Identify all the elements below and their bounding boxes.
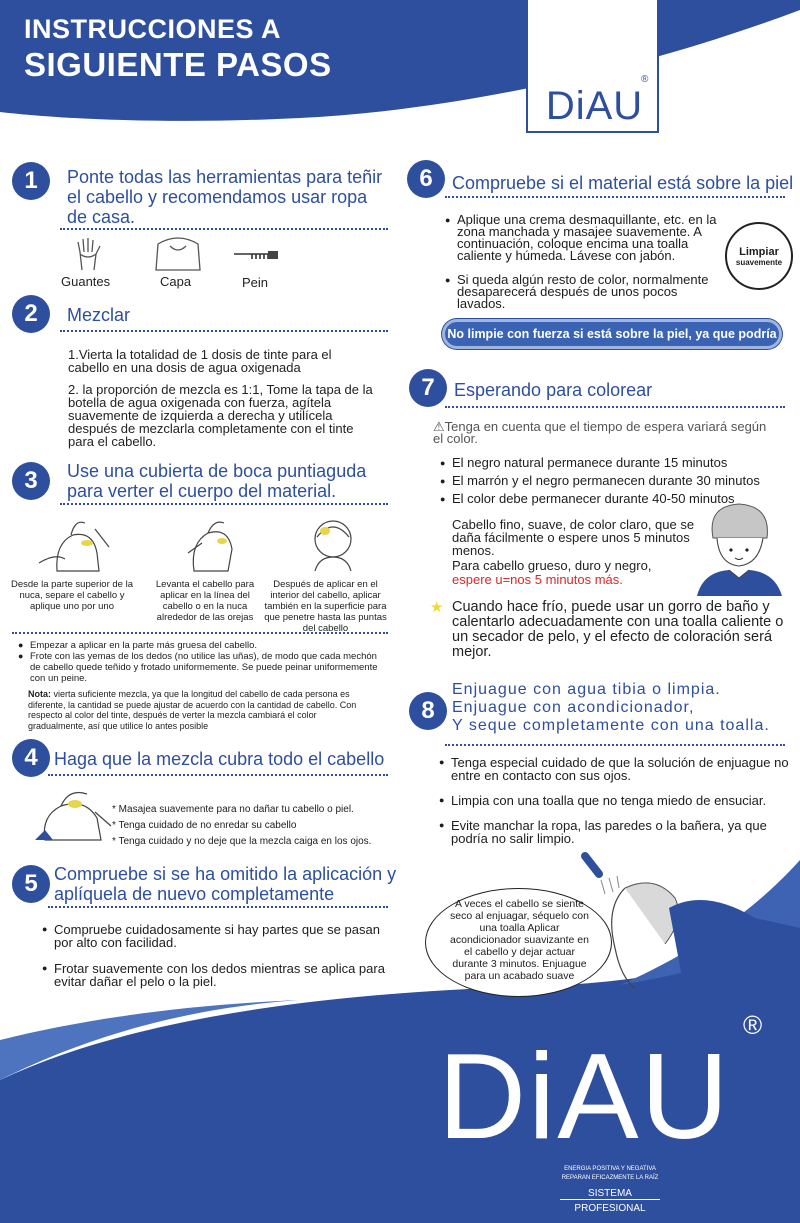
badge-sublabel: suavemente [735,258,783,267]
list-item: * Masajea suavemente para no dañar tu cabello o piel. [112,804,354,815]
step2-paragraph-1: 1.Vierta la totalidad de 1 dosis de tinte para el cabello en una dosis de agua oxigenada [68,347,332,375]
gloves-icon [70,234,110,274]
profesional-label: PROFESIONAL [574,1203,646,1214]
step2-paragraph-2: 2. la proporción de mezcla es 1:1, Tome la tapa de la botella de agua oxigenada con fuerza, agítela suavemente de izquierda a derecha y utilícela después de mezclarla completamente con el tinte para el cabello. [68,382,373,449]
divider [445,744,785,746]
divider [48,906,388,908]
list-item: ● Empezar a aplicar en la parte más gruesa del cabello. [18,640,388,651]
list-item: ● Si queda algún resto de color, normalmente desaparecerá después de unos pocos lavados. [445,274,720,310]
registered-mark: ® [743,1010,763,1040]
step-number-1: 1 [12,162,50,200]
step1-title: Ponte todas las herramientas para teñir el cabello y recomendamos usar ropa de casa. [67,167,383,227]
fine-hair-note: Cabello fino, suave, de color claro, que se daña fácilmente o espere unos 5 minutos menos. [452,517,695,558]
tool-label-gloves: Guantes [61,274,111,289]
thick-hair-note-red: espere u=nos 5 minutos más. [452,572,623,587]
step8-title-3: Y seque completamente con una toalla. [452,717,770,734]
step8-bullets [439,756,789,845]
step7-intro: ⚠Tenga en cuenta que el tiempo de espera variará según el color. [433,419,767,446]
list-item: ● Limpia con una toalla que no tenga miedo de ensuciar. [439,794,789,807]
step3-bullets [18,640,388,684]
star-icon: ★ [430,599,444,616]
step3-caption-3: Después de aplicar en el interior del cabello, aplicar también en la superficie para que penetre hasta las puntas del cabello [264,579,387,634]
bubble-text: A veces el cabello se siente seco al enjuagar, séquelo con una toalla Aplicar acondicionador suavizante en el cabello y dejar actuar durante 3 minutos. Enjuague para un acabado suave [450,898,589,982]
logo-small: DiAU [545,84,644,128]
step4-title: Haga que la mezcla cubra todo el cabello [54,749,385,769]
list-item: ● El color debe permanecer durante 40-50 minutos [440,490,790,508]
surface-application-illustration [305,513,365,573]
sistema-label: SISTEMA [560,1188,660,1200]
step8-title-1: Enjuague con agua tibia o limpia. [452,681,721,698]
note-label: Nota: [28,689,51,699]
hair-sectioning-illustration [35,513,115,573]
step3-note [28,689,368,731]
step-number-7: 7 [409,369,447,407]
list-item: ● El marrón y el negro permanecen durante 30 minutos [440,472,790,490]
list-item: ● El negro natural permanece durante 15 minutos [440,454,790,472]
step-number-5: 5 [12,865,50,903]
divider [60,228,388,230]
cold-weather-tip: Cuando hace frío, puede usar un gorro de baño y calentarlo adecuadamente con una toalla caliente o un secador de pelo, y el efecto de coloración será mejor. [452,599,784,660]
step3-title: Use una cubierta de boca puntiaguda para verter el cuerpo del material. [67,461,367,501]
warning-triangle-icon: ⚠ [433,419,445,434]
note-text: vierta suficiente mezcla, ya que la longitud del cabello de cada persona es diferente, la cantidad se puede ajustar de acuerdo con la cantidad de cabello. Con respecto al color del tinte, después de verter la mezcla cambiará el color gradualmente, así que utilice lo antes posible [28,689,357,731]
step3-caption-2: Levanta el cabello para aplicar en la línea del cabello o en la nuca alrededor de las orejas [155,579,255,623]
list-item: ● Tenga especial cuidado de que la solución de enjuague no entre en contacto con sus ojos. [439,756,789,782]
tool-label-cape: Capa [160,274,192,289]
cape-icon [152,234,204,274]
registered-mark-small: ® [641,74,649,85]
slogan-line2: REPARAN EFICAZMENTE LA RAÍZ [561,1175,659,1181]
step6-title: Compruebe si el material está sobre la piel [452,173,794,193]
shower-cap-person-illustration [697,498,782,596]
brand-logo-large: DiAU [438,1028,731,1164]
badge-label: Limpiar [739,246,779,258]
step4-items [112,802,392,850]
divider [12,632,388,634]
step-number-2: 2 [12,295,50,333]
warning-text: No limpie con fuerza si está sobre la piel, ya que podría [447,327,777,341]
logo-box [526,0,659,133]
list-item: ● Frote con las yemas de los dedos (no utilice las uñas), de modo que cada mechón de cabello quede teñido y frotado uniformemente. Se puede peinar uniformemente con un peine. [18,651,388,684]
hairline-application-illustration [178,513,248,573]
list-item: * Tenga cuidado y no deje que la mezcla caiga en los ojos. [112,836,372,847]
list-item: ● Compruebe cuidadosamente si hay partes que se pasan por alto con facilidad. [42,923,392,949]
step-number-6: 6 [407,160,445,198]
divider [445,196,785,198]
step3-caption-1: Desde la parte superior de la nuca, separe el cabello y aplique uno por uno [11,579,133,612]
step-number-3: 3 [12,462,50,500]
divider [60,503,388,505]
header-line1: INSTRUCCIONES A [24,14,282,44]
tool-label-comb: Pein [242,275,269,290]
step-number-4: 4 [12,739,50,777]
step-number-8: 8 [409,692,447,730]
thick-hair-note: Para cabello grueso, duro y negro, [452,558,652,573]
comb-icon [232,248,280,266]
tip-bubble [425,888,612,997]
skin-warning-banner [442,319,782,349]
list-item: ● Evite manchar la ropa, las paredes o la bañera, ya que podría no salir limpio. [439,819,789,845]
step6-bullets [445,214,720,310]
clean-gently-badge [725,222,793,290]
divider [445,406,785,408]
step8-title-2: Enjuague con acondicionador, [452,699,695,716]
list-item: ● Aplique una crema desmaquillante, etc. en la zona manchada y masajee suavemente. A continuación, coloque encima una toalla caliente y húmeda. Lávese con jabón. [445,214,720,262]
step5-bullets [42,923,392,988]
slogan-line1: ENERGIA POSITIVA Y NEGATIVA [564,1166,656,1172]
step7-title: Esperando para colorear [454,380,653,400]
divider [48,774,388,776]
step2-title: Mezclar [67,305,131,325]
list-item: ● Frotar suavemente con los dedos mientras se aplica para evitar dañar el pelo o la piel. [42,962,392,988]
step5-title: Compruebe si se ha omitido la aplicación y aplíquela de nuevo completamente [54,864,397,904]
list-item: * Tenga cuidado de no enredar su cabello [112,820,297,831]
massage-illustration [35,782,115,842]
header-line2: SIGUIENTE PASOS [24,46,332,83]
divider [60,330,388,332]
